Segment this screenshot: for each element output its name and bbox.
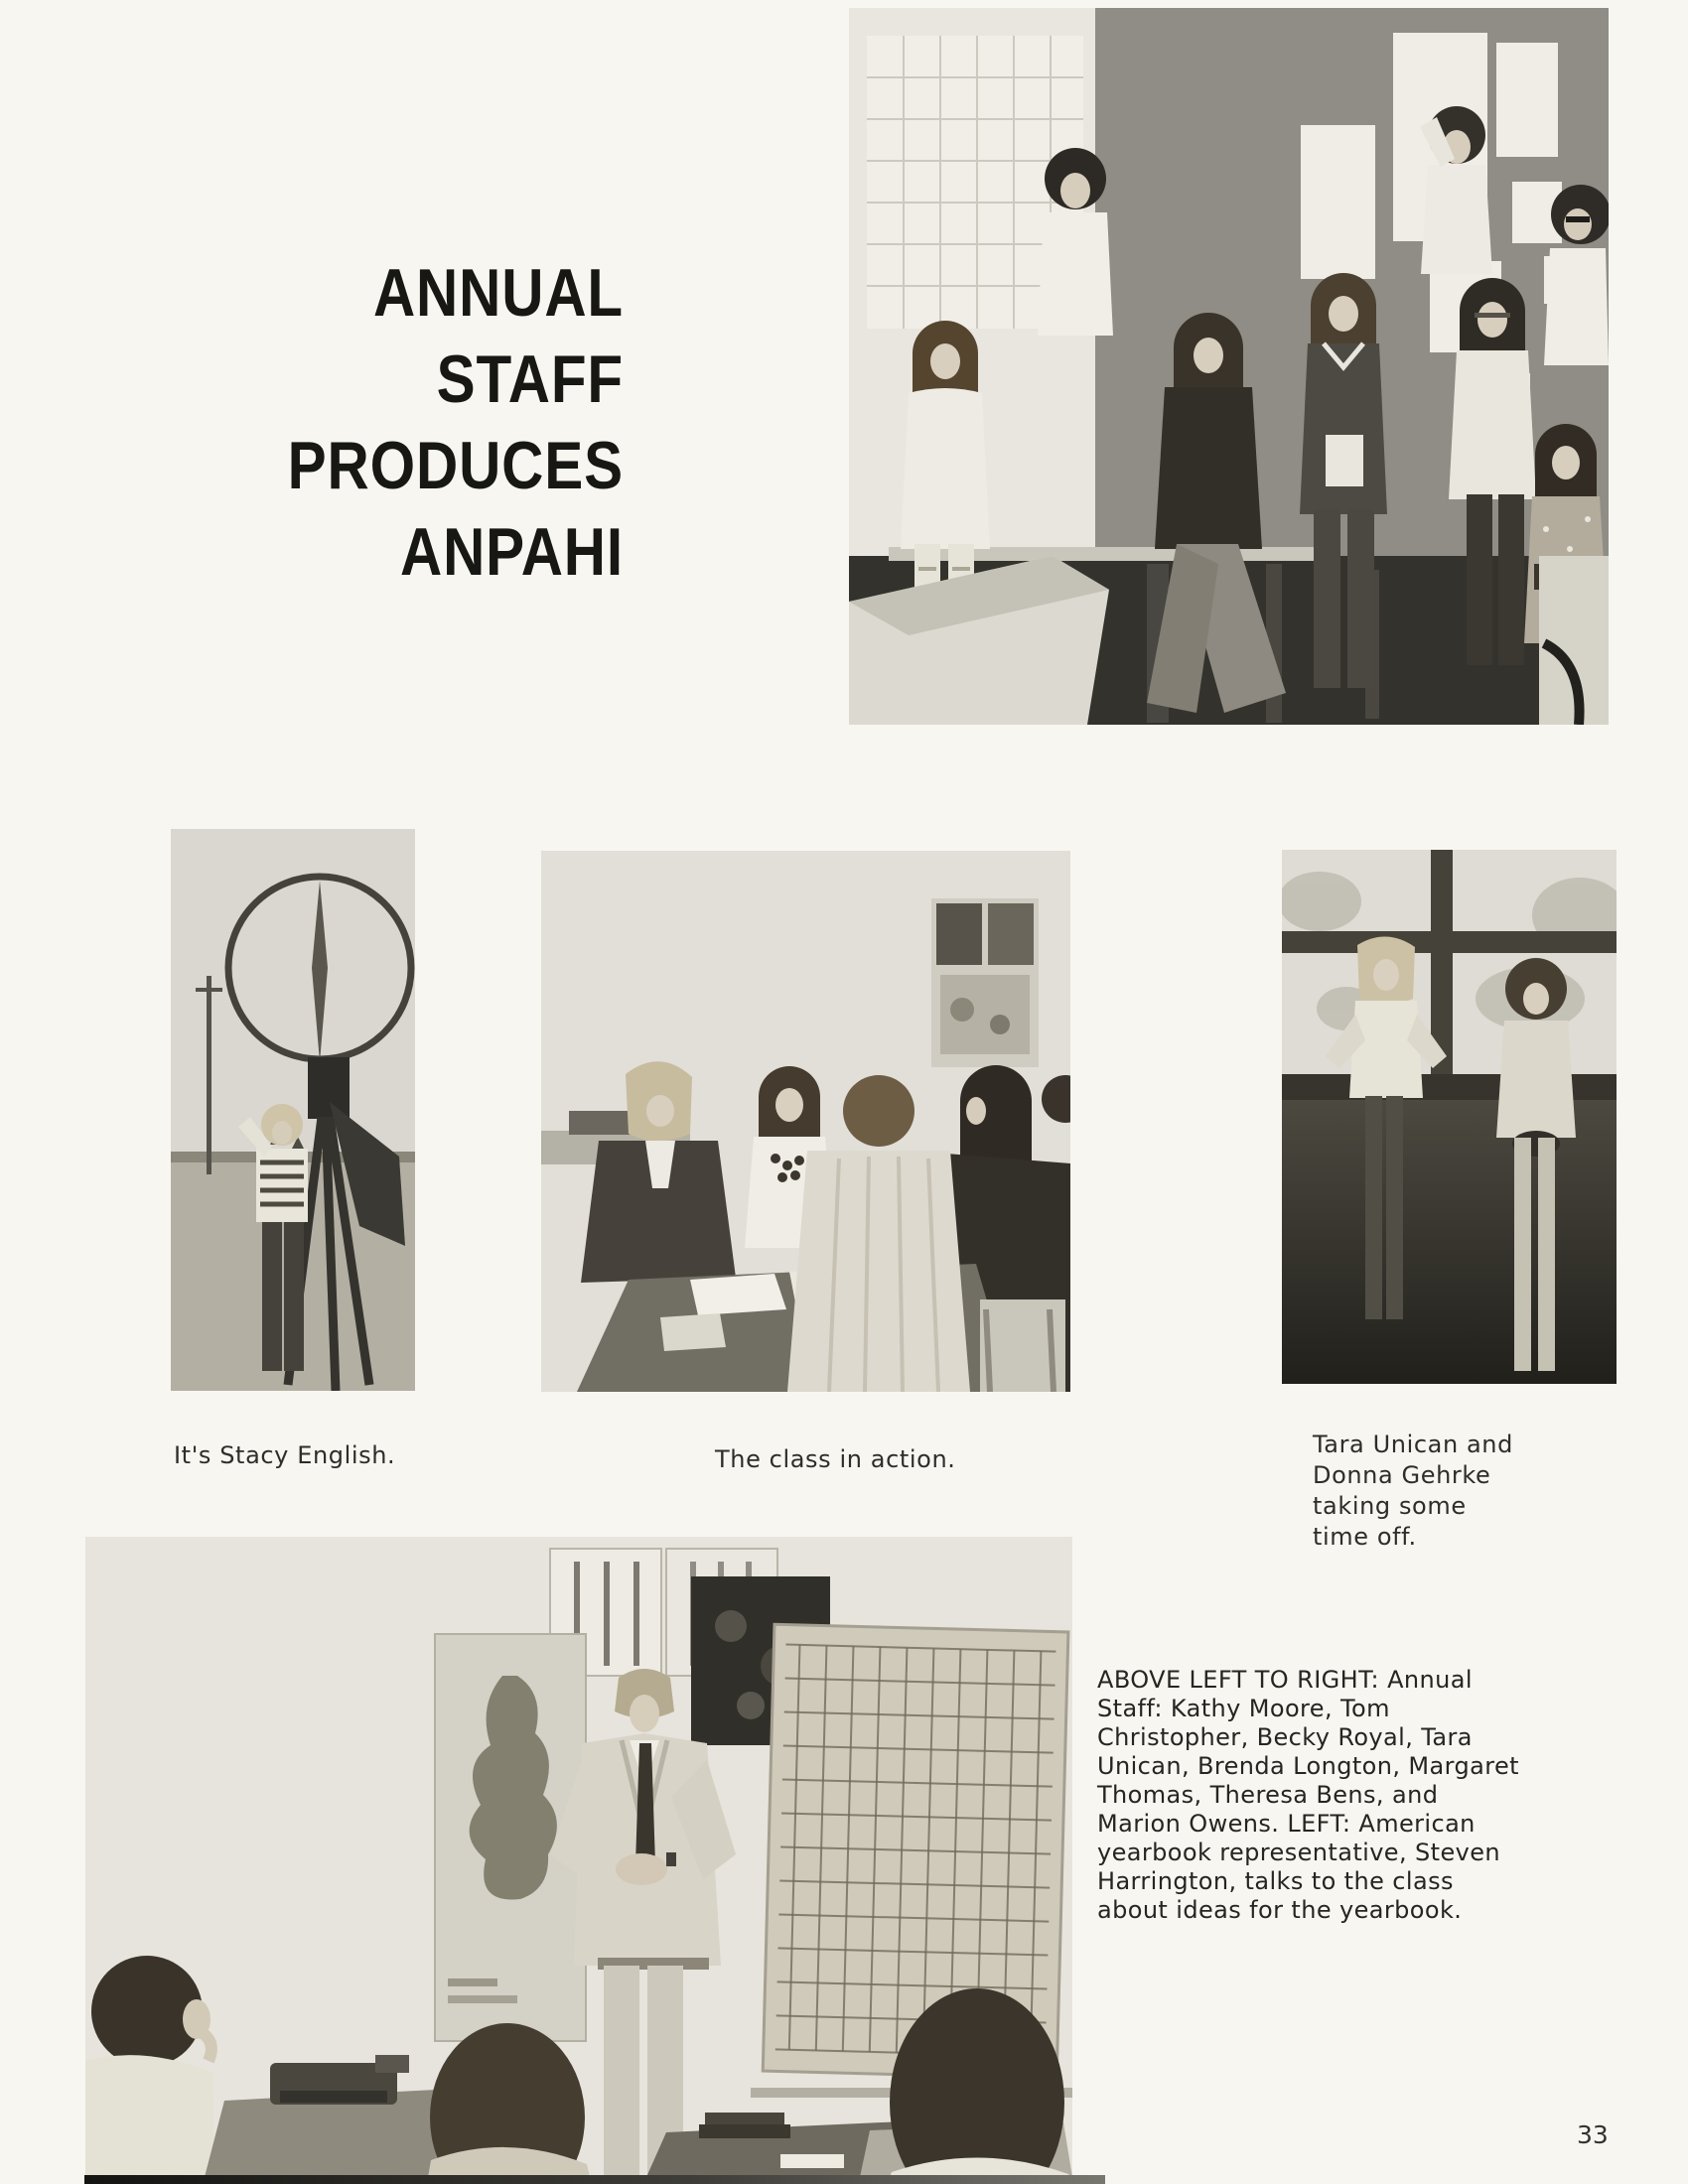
interior-ledge bbox=[1282, 1100, 1617, 1384]
photo-credits-paragraph: ABOVE LEFT TO RIGHT: Annual Staff: Kathy Moore, Tom Christopher, Becky Royal, Tara Unican, Brenda Longton, Margaret Thomas, Theresa Bens, and Marion Owens. LEFT: American yearbook representative, Steven Harrington, talks to the class about ideas for the yearbook. bbox=[1097, 1666, 1519, 1924]
photo-steven-harrington bbox=[85, 1537, 1072, 2177]
steven-harrington-image bbox=[85, 1537, 1072, 2177]
scan-edge-artifact bbox=[84, 2175, 1105, 2184]
wall-poster bbox=[931, 898, 1039, 1067]
title-line-3: PRODUCES bbox=[287, 428, 624, 503]
class-in-action-image bbox=[541, 851, 1070, 1392]
title-line-2: STAFF bbox=[436, 341, 624, 417]
caption-stacy-english: It's Stacy English. bbox=[174, 1441, 396, 1469]
stacy-english-image bbox=[171, 829, 415, 1391]
photo-tara-donna bbox=[1282, 850, 1617, 1384]
tara-donna-image bbox=[1282, 850, 1617, 1384]
title-line-4: ANPAHI bbox=[399, 514, 624, 590]
chair bbox=[980, 1299, 1065, 1392]
chair-foreground bbox=[1539, 556, 1609, 725]
photo-stacy-english bbox=[171, 829, 415, 1391]
caption-class-in-action: The class in action. bbox=[715, 1445, 956, 1473]
page-title bbox=[149, 250, 624, 596]
photo-class-in-action bbox=[541, 851, 1070, 1392]
caption-tara-donna: Tara Unican and Donna Gehrke taking some time off. bbox=[1313, 1431, 1513, 1551]
page-number: 33 bbox=[1577, 2120, 1609, 2149]
title-line-1: ANNUAL bbox=[372, 255, 624, 331]
photo-annual-staff-group bbox=[849, 8, 1609, 725]
annual-staff-group-image bbox=[849, 8, 1609, 725]
